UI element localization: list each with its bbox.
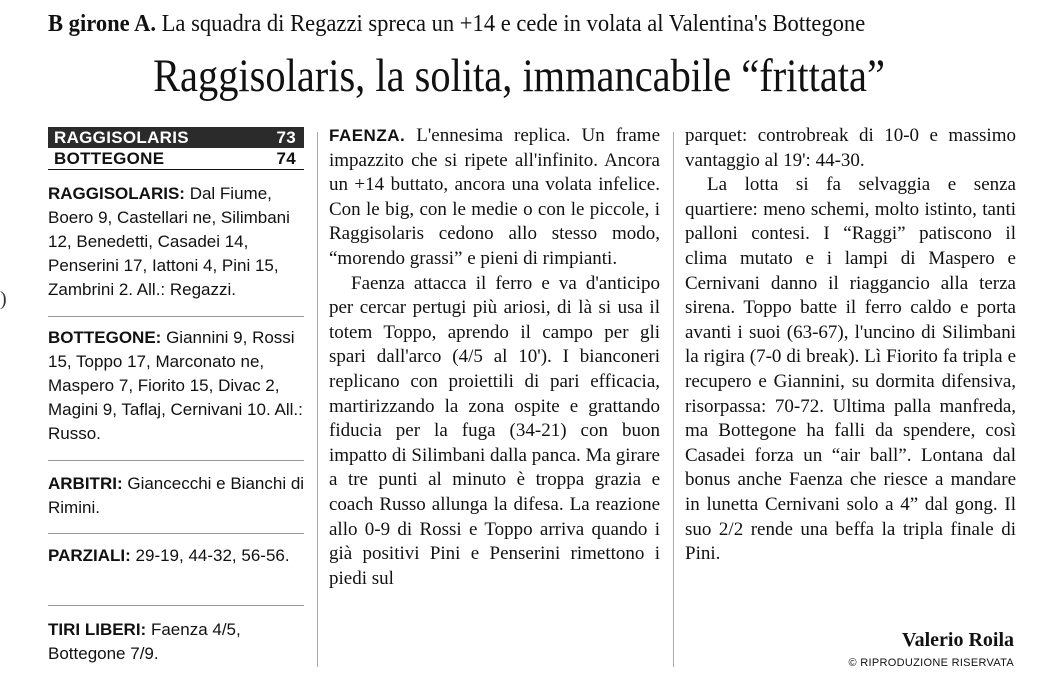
column-divider: [673, 132, 674, 667]
bottegone-roster: [48, 326, 306, 446]
info-divider: [48, 605, 304, 606]
arbitri-text: Giancecchi e Bianchi di Rimini.: [48, 474, 305, 517]
article-column-2: [685, 124, 1016, 567]
headline: Raggisolaris, la solita, immancabile “frittata”: [153, 50, 885, 102]
home-score: 73: [276, 127, 296, 147]
away-team: BOTTEGONE: [54, 148, 165, 168]
article-paragraph: La lotta si fa selvaggia e senza quartiere: meno schemi, molto istinto, tanti palloni contesi. I “Raggi” patiscono il clima mutato e i lampi di Maspero e Cernivani danno il riaggancio alla terza sirena. Toppo batte il ferro caldo e porta avanti i suoi (63-67), l'uncino di Silimbani la rigira (7-0 di break). Lì Fiorito fa tripla e recupero e Giannini, su dormita difensiva, risorpassa: 70-72. Ultima palla manfreda, ma Bottegone ha falli da spendere, così Casadei forza un “air ball”. Lontana dal bonus anche Faenza che riesce a mandare in lunetta Cernivani solo a 4” dal gong. Il suo 2/2 rende una beffa la tripla finale di Pini.: [685, 174, 1016, 565]
referees: [48, 472, 306, 520]
kicker-text: La squadra di Regazzi spreca un +14 e cede in volata al Valentina's Bottegone: [161, 11, 866, 37]
raggisolaris-label: RAGGISOLARIS:: [48, 184, 185, 203]
raggisolaris-roster: [48, 182, 306, 302]
raggisolaris-text: Dal Fiume, Boero 9, Castellari ne, Silimbani 12, Benedetti, Casadei 14, Penserini 17, Iattoni 4, Pini 15, Zambrini 2. All.: Regazzi.: [48, 184, 290, 299]
kicker-line: [48, 8, 965, 40]
article-column-1: [329, 124, 660, 591]
info-divider: [48, 533, 304, 534]
tiri-text: Faenza 4/5, Bottegone 7/9.: [48, 620, 241, 663]
paragraph-1-text: L'ennesima replica. Un frame impazzito che si ripete all'infinito. Ancora un +14 buttato, ancora una volata infelice. Con le big, con le medie o con le piccole, i Raggisolaris cedono allo stesso modo, “morendo grassi” e pieni di rimpianti.: [329, 125, 660, 269]
free-throws: [48, 618, 306, 666]
article-paragraph: Faenza attacca il ferro e va d'anticipo per cercar pertugi più ariosi, di là si usa il totem Toppo, aprendo il campo per gli spari dall'arco (4/5 al 10'). I bianconeri replicano con proiettili di pari efficacia, martirizzando la zona ospite e grattando fiducia per la fuga (34-21) con buon impatto di Silimbani dalla panca. Ma girare a tre punti al minuto è troppa grazia e coach Russo allunga la difesa. La reazione allo 0-9 di Rossi e Toppo arriva quando i già positivi Pini e Penserini rimettono i piedi sul: [329, 272, 660, 589]
dateline: FAENZA.: [329, 126, 406, 145]
bottegone-text: Giannini 9, Rossi 15, Toppo 17, Marconato ne, Maspero 7, Fiorito 15, Divac 2, Magini 9, Taflaj, Cernivani 10. All.: Russo.: [48, 328, 303, 443]
edge-mark: ): [0, 288, 7, 310]
copyright-notice: © RIPRODUZIONE RISERVATA: [848, 657, 1014, 669]
bottegone-label: BOTTEGONE:: [48, 328, 162, 347]
info-divider: [48, 316, 304, 317]
article-paragraph: [329, 124, 660, 272]
tiri-label: TIRI LIBERI:: [48, 620, 147, 639]
parziali-text: 29-19, 44-32, 56-56.: [135, 546, 290, 565]
home-team: RAGGISOLARIS: [54, 127, 189, 147]
column-divider: [317, 132, 318, 667]
away-score: 74: [276, 148, 296, 168]
score-row-away: [48, 148, 304, 170]
article-paragraph: parquet: controbreak di 10-0 e massimo vantaggio al 19': 44-30.: [685, 125, 1016, 171]
info-divider: [48, 460, 304, 461]
score-row-home: [48, 127, 304, 148]
byline: Valerio Roila: [901, 629, 1014, 651]
parziali-label: PARZIALI:: [48, 546, 131, 565]
partials: [48, 544, 306, 568]
kicker-label: B girone A.: [48, 11, 157, 37]
scoreboard: [48, 127, 304, 170]
arbitri-label: ARBITRI:: [48, 474, 123, 493]
